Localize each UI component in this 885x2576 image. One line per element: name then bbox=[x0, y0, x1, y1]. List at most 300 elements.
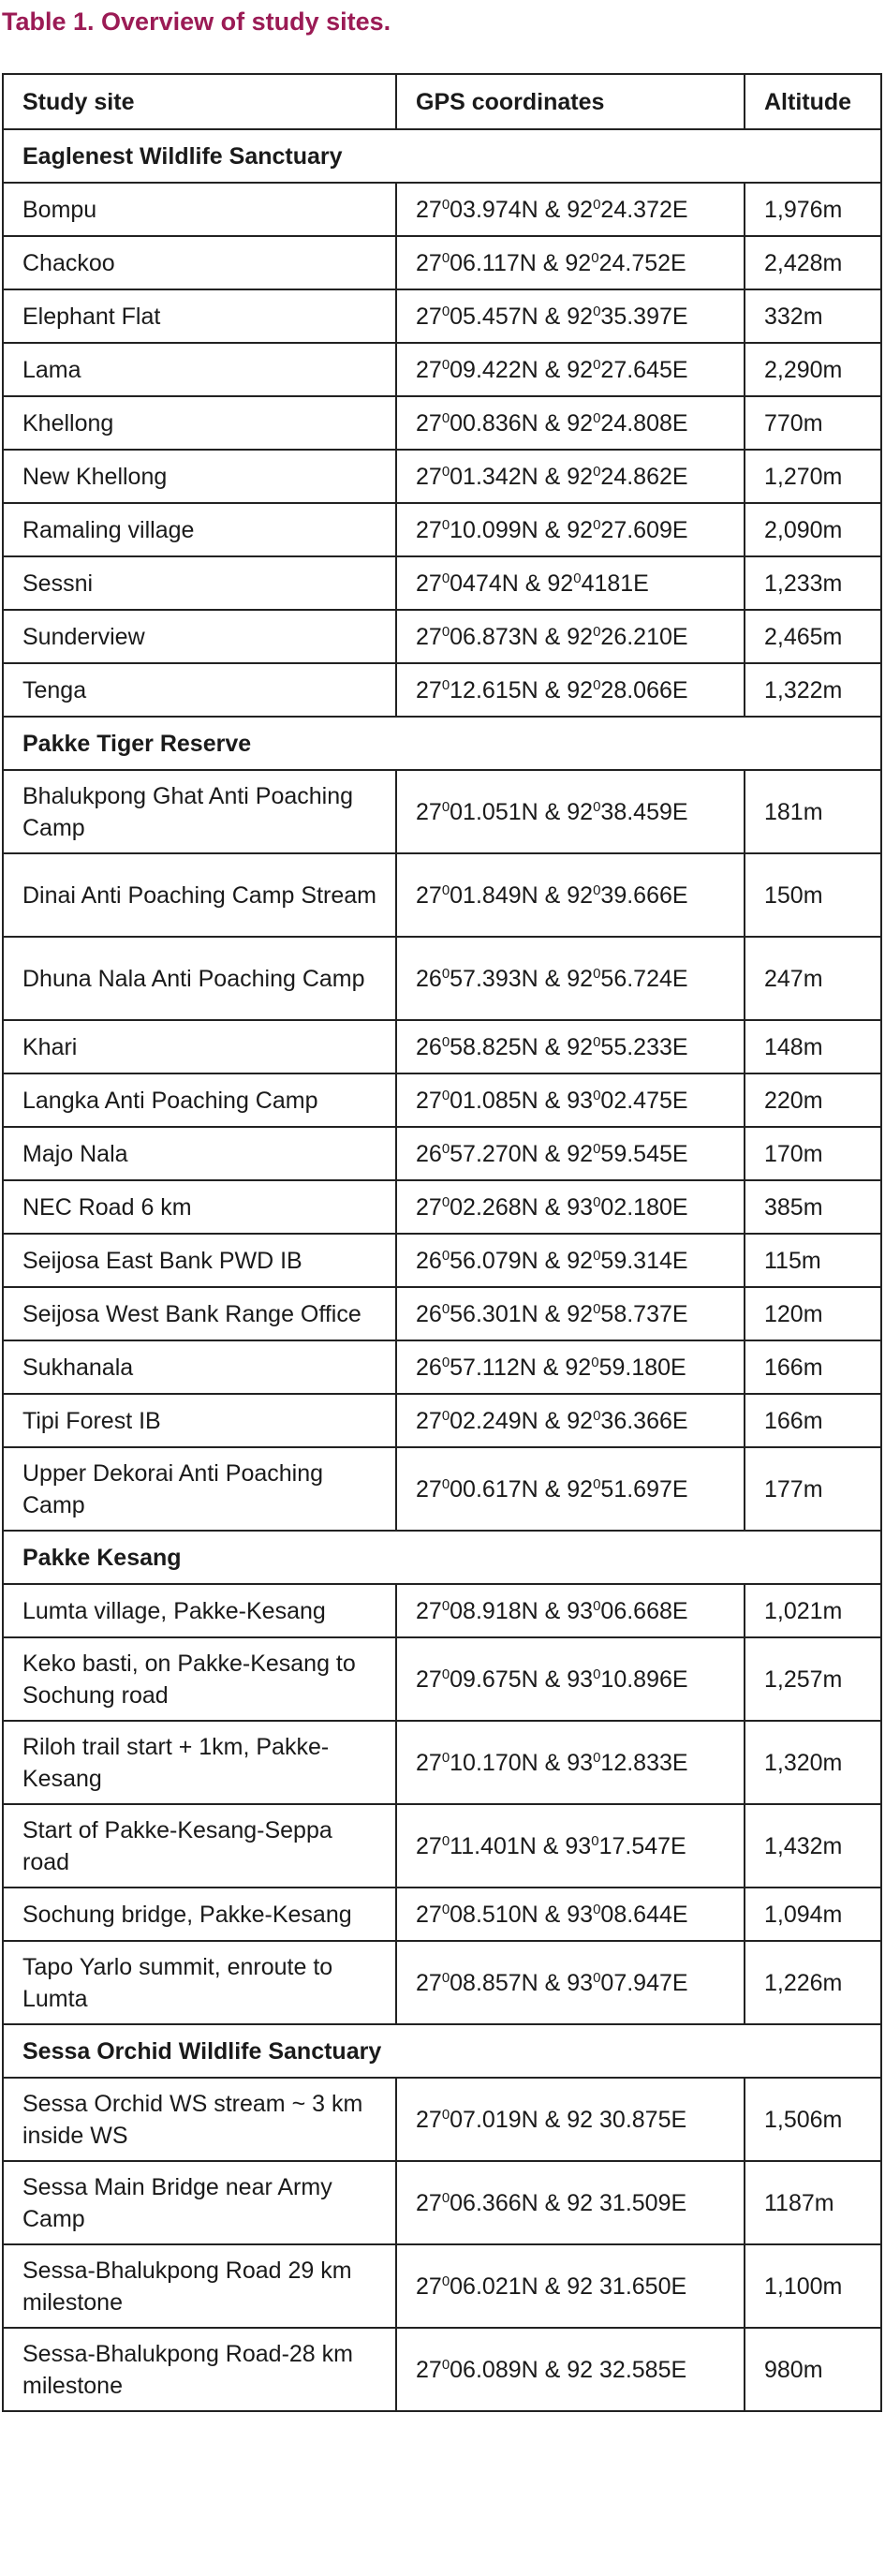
study-site-cell: Majo Nala bbox=[3, 1127, 396, 1180]
longitude-degrees: 92 bbox=[567, 1475, 594, 1503]
latitude-minutes: 58.825N bbox=[450, 1033, 538, 1060]
latitude-minutes: 0474N bbox=[450, 570, 519, 597]
longitude-minutes: 59.180E bbox=[598, 1354, 686, 1381]
longitude-degrees: 92 bbox=[567, 356, 594, 383]
longitude-degrees: 93 bbox=[567, 1597, 594, 1624]
longitude-minutes: 38.459E bbox=[600, 798, 688, 825]
degree-mark: 0 bbox=[441, 1749, 450, 1766]
altitude-cell: 1,976m bbox=[745, 183, 881, 236]
latitude-minutes: 08.918N bbox=[450, 1597, 538, 1624]
latitude-minutes: 02.249N bbox=[450, 1407, 538, 1434]
gps-coordinates-cell: $27^002.268N$ & $93^002.180E$ bbox=[396, 1180, 745, 1234]
study-sites-table bbox=[2, 73, 882, 2412]
study-site-cell: Sessni bbox=[3, 556, 396, 610]
study-site-cell: Khellong bbox=[3, 396, 396, 450]
gps-coordinates-cell: $27^009.422N$ & $92^027.645E$ bbox=[396, 343, 745, 396]
longitude-degrees: 93 bbox=[565, 1832, 592, 1859]
gps-coordinates-cell: $26^057.112N$ & $92^059.180E$ bbox=[396, 1340, 745, 1394]
study-site-cell: Bhalukpong Ghat Anti Poaching Camp bbox=[3, 770, 396, 853]
degree-mark: 0 bbox=[441, 1666, 450, 1682]
header-altitude: Altitude bbox=[745, 74, 881, 129]
section-title: Sessa Orchid Wildlife Sanctuary bbox=[3, 2024, 881, 2078]
longitude-minutes: 02.475E bbox=[600, 1087, 688, 1114]
latitude-degrees: 27 bbox=[416, 516, 442, 543]
latitude-minutes: 56.079N bbox=[450, 1247, 538, 1274]
degree-mark: 0 bbox=[593, 1300, 601, 1317]
study-site-cell: Bompu bbox=[3, 183, 396, 236]
latitude-degrees: 27 bbox=[416, 2356, 442, 2383]
longitude-degrees: 92 bbox=[567, 623, 594, 650]
degree-mark: 0 bbox=[441, 881, 450, 898]
degree-mark: 0 bbox=[573, 570, 582, 586]
table-row bbox=[3, 1340, 881, 1394]
degree-mark: 0 bbox=[441, 2273, 450, 2289]
degree-mark: 0 bbox=[441, 965, 450, 982]
degree-mark: 0 bbox=[441, 409, 450, 426]
latitude-degrees: 27 bbox=[416, 303, 442, 330]
longitude-degrees: 92 bbox=[567, 1140, 594, 1167]
altitude-cell: 385m bbox=[745, 1180, 881, 1234]
gps-coordinates-cell: $27^006.021N$ & 92 31.650E bbox=[396, 2244, 745, 2328]
gps-coordinates-cell: $27^001.849N$ & $92^039.666E$ bbox=[396, 853, 745, 937]
latitude-degrees: 27 bbox=[416, 623, 442, 650]
degree-mark: 0 bbox=[441, 196, 450, 213]
table-row bbox=[3, 396, 881, 450]
gps-coordinates-cell: $26^056.079N$ & $92^059.314E$ bbox=[396, 1234, 745, 1287]
latitude-minutes: 07.019N bbox=[450, 2106, 538, 2133]
longitude-degrees: 93 bbox=[567, 1901, 594, 1928]
section-title: Pakke Tiger Reserve bbox=[3, 717, 881, 770]
degree-mark: 0 bbox=[441, 463, 450, 480]
gps-coordinates-cell: $27^00474N$ & $92^04181E$ bbox=[396, 556, 745, 610]
degree-mark: 0 bbox=[593, 463, 601, 480]
altitude-cell: 166m bbox=[745, 1394, 881, 1447]
degree-mark: 0 bbox=[441, 1969, 450, 1986]
table-row bbox=[3, 1941, 881, 2024]
table-header-row bbox=[3, 74, 881, 129]
altitude-cell: 2,090m bbox=[745, 503, 881, 556]
altitude-cell: 1,270m bbox=[745, 450, 881, 503]
longitude-degrees: 93 bbox=[567, 1193, 594, 1221]
latitude-degrees: 27 bbox=[416, 463, 442, 490]
latitude-degrees: 27 bbox=[416, 409, 442, 437]
degree-mark: 0 bbox=[591, 1832, 599, 1849]
longitude-degrees: 92 bbox=[567, 196, 594, 223]
degree-mark: 0 bbox=[441, 1475, 450, 1492]
gps-coordinates-cell: $26^058.825N$ & $92^055.233E$ bbox=[396, 1020, 745, 1073]
latitude-minutes: 56.301N bbox=[450, 1300, 538, 1327]
degree-mark: 0 bbox=[593, 798, 601, 815]
longitude-degrees: 93 bbox=[567, 1969, 594, 1996]
degree-mark: 0 bbox=[441, 303, 450, 319]
study-site-cell: Start of Pakke-Kesang-Seppa road bbox=[3, 1804, 396, 1888]
longitude-degrees: 92 bbox=[567, 798, 594, 825]
longitude-minutes: 24.372E bbox=[600, 196, 688, 223]
degree-mark: 0 bbox=[441, 1247, 450, 1264]
degree-mark: 0 bbox=[593, 516, 601, 533]
degree-mark: 0 bbox=[593, 965, 601, 982]
section-row bbox=[3, 2024, 881, 2078]
longitude-minutes: 59.314E bbox=[600, 1247, 688, 1274]
altitude-cell: 1187m bbox=[745, 2161, 881, 2244]
table-row bbox=[3, 1020, 881, 1073]
degree-mark: 0 bbox=[593, 1666, 601, 1682]
longitude-degrees: 92 bbox=[567, 1300, 594, 1327]
degree-mark: 0 bbox=[441, 249, 450, 266]
latitude-minutes: 57.270N bbox=[450, 1140, 538, 1167]
degree-mark: 0 bbox=[593, 1033, 601, 1050]
degree-mark: 0 bbox=[593, 409, 601, 426]
latitude-degrees: 27 bbox=[416, 2106, 442, 2133]
degree-mark: 0 bbox=[593, 356, 601, 373]
gps-coordinates-cell: $27^009.675N$ & $93^010.896E$ bbox=[396, 1637, 745, 1721]
study-site-cell: Lumta village, Pakke-Kesang bbox=[3, 1584, 396, 1637]
latitude-degrees: 26 bbox=[416, 1247, 442, 1274]
longitude-degrees: 92 bbox=[567, 676, 594, 703]
study-site-cell: Khari bbox=[3, 1020, 396, 1073]
table-row bbox=[3, 2328, 881, 2411]
longitude-minutes: 51.697E bbox=[600, 1475, 688, 1503]
header-study-site: Study site bbox=[3, 74, 396, 129]
altitude-cell: 1,233m bbox=[745, 556, 881, 610]
degree-mark: 0 bbox=[593, 1193, 601, 1210]
longitude-minutes: 27.609E bbox=[600, 516, 688, 543]
altitude-cell: 120m bbox=[745, 1287, 881, 1340]
degree-mark: 0 bbox=[593, 196, 601, 213]
longitude-minutes: 92 31.650E bbox=[567, 2273, 687, 2300]
longitude-degrees: 92 bbox=[567, 965, 594, 992]
study-site-cell: Sessa Orchid WS stream ~ 3 km inside WS bbox=[3, 2078, 396, 2161]
table-row bbox=[3, 1127, 881, 1180]
table-row bbox=[3, 770, 881, 853]
study-site-cell: Sochung bridge, Pakke-Kesang bbox=[3, 1888, 396, 1941]
section-row bbox=[3, 129, 881, 183]
table-row bbox=[3, 503, 881, 556]
longitude-degrees: 92 bbox=[567, 516, 594, 543]
degree-mark: 0 bbox=[441, 798, 450, 815]
study-site-cell: Keko basti, on Pakke-Kesang to Sochung road bbox=[3, 1637, 396, 1721]
longitude-degrees: 93 bbox=[567, 1749, 594, 1776]
section-row bbox=[3, 1531, 881, 1584]
gps-coordinates-cell: $27^003.974N$ & $92^024.372E$ bbox=[396, 183, 745, 236]
latitude-minutes: 02.268N bbox=[450, 1193, 538, 1221]
altitude-cell: 148m bbox=[745, 1020, 881, 1073]
latitude-minutes: 57.393N bbox=[450, 965, 538, 992]
longitude-degrees: 92 bbox=[567, 463, 594, 490]
longitude-minutes: 24.862E bbox=[600, 463, 688, 490]
latitude-minutes: 01.849N bbox=[450, 881, 538, 909]
gps-coordinates-cell: $27^006.873N$ & $92^026.210E$ bbox=[396, 610, 745, 663]
gps-coordinates-cell: $27^006.366N$ & 92 31.509E bbox=[396, 2161, 745, 2244]
gps-coordinates-cell: $27^005.457N$ & $92^035.397E$ bbox=[396, 289, 745, 343]
longitude-minutes: 24.752E bbox=[598, 249, 686, 276]
altitude-cell: 2,428m bbox=[745, 236, 881, 289]
latitude-minutes: 06.873N bbox=[450, 623, 538, 650]
latitude-minutes: 09.675N bbox=[450, 1666, 538, 1693]
table-row bbox=[3, 2078, 881, 2161]
table-row bbox=[3, 663, 881, 717]
table-row bbox=[3, 1584, 881, 1637]
degree-mark: 0 bbox=[441, 570, 450, 586]
study-site-cell: Seijosa East Bank PWD IB bbox=[3, 1234, 396, 1287]
longitude-minutes: 12.833E bbox=[600, 1749, 688, 1776]
latitude-degrees: 27 bbox=[416, 356, 442, 383]
altitude-cell: 1,322m bbox=[745, 663, 881, 717]
table-row bbox=[3, 1073, 881, 1127]
altitude-cell: 770m bbox=[745, 396, 881, 450]
study-site-cell: Tapo Yarlo summit, enroute to Lumta bbox=[3, 1941, 396, 2024]
section-title: Pakke Kesang bbox=[3, 1531, 881, 1584]
latitude-minutes: 00.617N bbox=[450, 1475, 538, 1503]
degree-mark: 0 bbox=[441, 1901, 450, 1917]
gps-coordinates-cell: $27^000.836N$ & $92^024.808E$ bbox=[396, 396, 745, 450]
altitude-cell: 170m bbox=[745, 1127, 881, 1180]
latitude-minutes: 06.021N bbox=[450, 2273, 538, 2300]
latitude-degrees: 27 bbox=[416, 1407, 442, 1434]
table-row bbox=[3, 1234, 881, 1287]
longitude-degrees: 92 bbox=[565, 249, 592, 276]
latitude-minutes: 01.051N bbox=[450, 798, 538, 825]
latitude-minutes: 08.510N bbox=[450, 1901, 538, 1928]
longitude-degrees: 92 bbox=[567, 1247, 594, 1274]
degree-mark: 0 bbox=[593, 881, 601, 898]
degree-mark: 0 bbox=[593, 1969, 601, 1986]
gps-coordinates-cell: $27^006.089N$ & 92 32.585E bbox=[396, 2328, 745, 2411]
longitude-minutes: 55.233E bbox=[600, 1033, 688, 1060]
table-caption: Table 1. Overview of study sites. bbox=[2, 7, 391, 36]
latitude-degrees: 27 bbox=[416, 2189, 442, 2216]
gps-coordinates-cell: $26^057.270N$ & $92^059.545E$ bbox=[396, 1127, 745, 1180]
latitude-minutes: 01.342N bbox=[450, 463, 538, 490]
study-site-cell: Riloh trail start + 1km, Pakke-Kesang bbox=[3, 1721, 396, 1804]
degree-mark: 0 bbox=[441, 1087, 450, 1103]
latitude-degrees: 26 bbox=[416, 1140, 442, 1167]
altitude-cell: 181m bbox=[745, 770, 881, 853]
altitude-cell: 332m bbox=[745, 289, 881, 343]
longitude-degrees: 93 bbox=[567, 1087, 594, 1114]
study-site-cell: Sunderview bbox=[3, 610, 396, 663]
longitude-minutes: 26.210E bbox=[600, 623, 688, 650]
table-row bbox=[3, 289, 881, 343]
table-row bbox=[3, 1394, 881, 1447]
degree-mark: 0 bbox=[441, 1354, 450, 1370]
table-row bbox=[3, 556, 881, 610]
gps-coordinates-cell: $27^010.099N$ & $92^027.609E$ bbox=[396, 503, 745, 556]
altitude-cell: 1,226m bbox=[745, 1941, 881, 2024]
latitude-degrees: 27 bbox=[416, 1475, 442, 1503]
study-site-cell: New Khellong bbox=[3, 450, 396, 503]
latitude-degrees: 27 bbox=[416, 1597, 442, 1624]
gps-coordinates-cell: $27^001.342N$ & $92^024.862E$ bbox=[396, 450, 745, 503]
longitude-minutes: 36.366E bbox=[600, 1407, 688, 1434]
degree-mark: 0 bbox=[441, 356, 450, 373]
altitude-cell: 2,290m bbox=[745, 343, 881, 396]
table-row bbox=[3, 1287, 881, 1340]
degree-mark: 0 bbox=[593, 1247, 601, 1264]
study-site-cell: Elephant Flat bbox=[3, 289, 396, 343]
latitude-degrees: 27 bbox=[416, 1193, 442, 1221]
study-site-cell: Dinai Anti Poaching Camp Stream bbox=[3, 853, 396, 937]
degree-mark: 0 bbox=[441, 2106, 450, 2123]
longitude-degrees: 92 bbox=[567, 881, 594, 909]
latitude-degrees: 27 bbox=[416, 1666, 442, 1693]
table-row bbox=[3, 1888, 881, 1941]
longitude-minutes: 56.724E bbox=[600, 965, 688, 992]
longitude-minutes: 92 32.585E bbox=[567, 2356, 687, 2383]
degree-mark: 0 bbox=[441, 1832, 450, 1849]
gps-coordinates-cell: $27^012.615N$ & $92^028.066E$ bbox=[396, 663, 745, 717]
gps-coordinates-cell: $27^001.051N$ & $92^038.459E$ bbox=[396, 770, 745, 853]
study-site-cell: Upper Dekorai Anti Poaching Camp bbox=[3, 1447, 396, 1531]
study-site-cell: Lama bbox=[3, 343, 396, 396]
degree-mark: 0 bbox=[441, 2189, 450, 2206]
gps-coordinates-cell: $27^011.401N$ & $93^017.547E$ bbox=[396, 1804, 745, 1888]
degree-mark: 0 bbox=[441, 1597, 450, 1614]
study-site-cell: Langka Anti Poaching Camp bbox=[3, 1073, 396, 1127]
longitude-minutes: 4181E bbox=[581, 570, 649, 597]
latitude-minutes: 08.857N bbox=[450, 1969, 538, 1996]
latitude-degrees: 26 bbox=[416, 1354, 442, 1381]
degree-mark: 0 bbox=[441, 2356, 450, 2373]
latitude-degrees: 27 bbox=[416, 798, 442, 825]
study-site-cell: Chackoo bbox=[3, 236, 396, 289]
table-row bbox=[3, 1637, 881, 1721]
table-row bbox=[3, 610, 881, 663]
table-body bbox=[3, 129, 881, 2411]
longitude-minutes: 58.737E bbox=[600, 1300, 688, 1327]
latitude-minutes: 12.615N bbox=[450, 676, 538, 703]
degree-mark: 0 bbox=[593, 1597, 601, 1614]
table-row bbox=[3, 937, 881, 1020]
longitude-degrees: 92 bbox=[567, 1033, 594, 1060]
degree-mark: 0 bbox=[591, 1354, 599, 1370]
longitude-minutes: 17.547E bbox=[598, 1832, 686, 1859]
longitude-minutes: 08.644E bbox=[600, 1901, 688, 1928]
gps-coordinates-cell: $26^057.393N$ & $92^056.724E$ bbox=[396, 937, 745, 1020]
degree-mark: 0 bbox=[441, 1140, 450, 1157]
altitude-cell: 1,320m bbox=[745, 1721, 881, 1804]
longitude-minutes: 39.666E bbox=[600, 881, 688, 909]
longitude-minutes: 92 31.509E bbox=[567, 2189, 687, 2216]
degree-mark: 0 bbox=[593, 1407, 601, 1424]
longitude-minutes: 24.808E bbox=[600, 409, 688, 437]
degree-mark: 0 bbox=[593, 1140, 601, 1157]
longitude-degrees: 92 bbox=[567, 1407, 594, 1434]
latitude-degrees: 27 bbox=[416, 570, 442, 597]
degree-mark: 0 bbox=[593, 303, 601, 319]
longitude-degrees: 92 bbox=[567, 409, 594, 437]
gps-coordinates-cell: $27^002.249N$ & $92^036.366E$ bbox=[396, 1394, 745, 1447]
latitude-minutes: 06.089N bbox=[450, 2356, 538, 2383]
longitude-minutes: 28.066E bbox=[600, 676, 688, 703]
altitude-cell: 980m bbox=[745, 2328, 881, 2411]
longitude-minutes: 10.896E bbox=[600, 1666, 688, 1693]
latitude-minutes: 06.366N bbox=[450, 2189, 538, 2216]
latitude-degrees: 26 bbox=[416, 1300, 442, 1327]
gps-coordinates-cell: $27^006.117N$ & $92^024.752E$ bbox=[396, 236, 745, 289]
degree-mark: 0 bbox=[441, 1033, 450, 1050]
latitude-degrees: 27 bbox=[416, 249, 442, 276]
table-row bbox=[3, 343, 881, 396]
altitude-cell: 166m bbox=[745, 1340, 881, 1394]
longitude-minutes: 92 30.875E bbox=[567, 2106, 687, 2133]
altitude-cell: 1,021m bbox=[745, 1584, 881, 1637]
longitude-minutes: 02.180E bbox=[600, 1193, 688, 1221]
gps-coordinates-cell: $27^008.857N$ & $93^007.947E$ bbox=[396, 1941, 745, 2024]
latitude-minutes: 09.422N bbox=[450, 356, 538, 383]
section-row bbox=[3, 717, 881, 770]
gps-coordinates-cell: $26^056.301N$ & $92^058.737E$ bbox=[396, 1287, 745, 1340]
degree-mark: 0 bbox=[593, 623, 601, 640]
study-site-cell: Sessa-Bhalukpong Road 29 km milestone bbox=[3, 2244, 396, 2328]
table-row bbox=[3, 2244, 881, 2328]
table-row bbox=[3, 1180, 881, 1234]
table-row bbox=[3, 1721, 881, 1804]
longitude-degrees: 92 bbox=[565, 1354, 592, 1381]
altitude-cell: 150m bbox=[745, 853, 881, 937]
longitude-minutes: 06.668E bbox=[600, 1597, 688, 1624]
latitude-minutes: 10.170N bbox=[450, 1749, 538, 1776]
study-site-cell: Sukhanala bbox=[3, 1340, 396, 1394]
degree-mark: 0 bbox=[441, 1193, 450, 1210]
latitude-degrees: 27 bbox=[416, 1832, 442, 1859]
altitude-cell: 1,094m bbox=[745, 1888, 881, 1941]
longitude-minutes: 07.947E bbox=[600, 1969, 688, 1996]
latitude-minutes: 10.099N bbox=[450, 516, 538, 543]
latitude-minutes: 57.112N bbox=[450, 1354, 537, 1381]
gps-coordinates-cell: $27^007.019N$ & 92 30.875E bbox=[396, 2078, 745, 2161]
table-row bbox=[3, 1804, 881, 1888]
latitude-minutes: 06.117N bbox=[450, 249, 537, 276]
study-site-cell: Dhuna Nala Anti Poaching Camp bbox=[3, 937, 396, 1020]
latitude-minutes: 03.974N bbox=[450, 196, 538, 223]
degree-mark: 0 bbox=[593, 676, 601, 693]
altitude-cell: 1,257m bbox=[745, 1637, 881, 1721]
section-title: Eaglenest Wildlife Sanctuary bbox=[3, 129, 881, 183]
latitude-degrees: 27 bbox=[416, 676, 442, 703]
study-site-cell: Tenga bbox=[3, 663, 396, 717]
altitude-cell: 1,506m bbox=[745, 2078, 881, 2161]
altitude-cell: 2,465m bbox=[745, 610, 881, 663]
latitude-minutes: 05.457N bbox=[450, 303, 538, 330]
gps-coordinates-cell: $27^008.918N$ & $93^006.668E$ bbox=[396, 1584, 745, 1637]
latitude-minutes: 01.085N bbox=[450, 1087, 538, 1114]
latitude-minutes: 00.836N bbox=[450, 409, 538, 437]
study-site-cell: Ramaling village bbox=[3, 503, 396, 556]
latitude-degrees: 27 bbox=[416, 1901, 442, 1928]
longitude-minutes: 59.545E bbox=[600, 1140, 688, 1167]
degree-mark: 0 bbox=[441, 516, 450, 533]
degree-mark: 0 bbox=[593, 1087, 601, 1103]
study-site-cell: Tipi Forest IB bbox=[3, 1394, 396, 1447]
study-site-cell: NEC Road 6 km bbox=[3, 1180, 396, 1234]
degree-mark: 0 bbox=[441, 1300, 450, 1317]
degree-mark: 0 bbox=[441, 1407, 450, 1424]
latitude-degrees: 26 bbox=[416, 1033, 442, 1060]
gps-coordinates-cell: $27^008.510N$ & $93^008.644E$ bbox=[396, 1888, 745, 1941]
latitude-minutes: 11.401N bbox=[450, 1832, 537, 1859]
gps-coordinates-cell: $27^010.170N$ & $93^012.833E$ bbox=[396, 1721, 745, 1804]
longitude-degrees: 92 bbox=[547, 570, 574, 597]
study-site-cell: Sessa Main Bridge near Army Camp bbox=[3, 2161, 396, 2244]
table-row bbox=[3, 236, 881, 289]
longitude-minutes: 27.645E bbox=[600, 356, 688, 383]
altitude-cell: 247m bbox=[745, 937, 881, 1020]
degree-mark: 0 bbox=[593, 1475, 601, 1492]
study-site-cell: Sessa-Bhalukpong Road-28 km milestone bbox=[3, 2328, 396, 2411]
degree-mark: 0 bbox=[441, 676, 450, 693]
altitude-cell: 177m bbox=[745, 1447, 881, 1531]
